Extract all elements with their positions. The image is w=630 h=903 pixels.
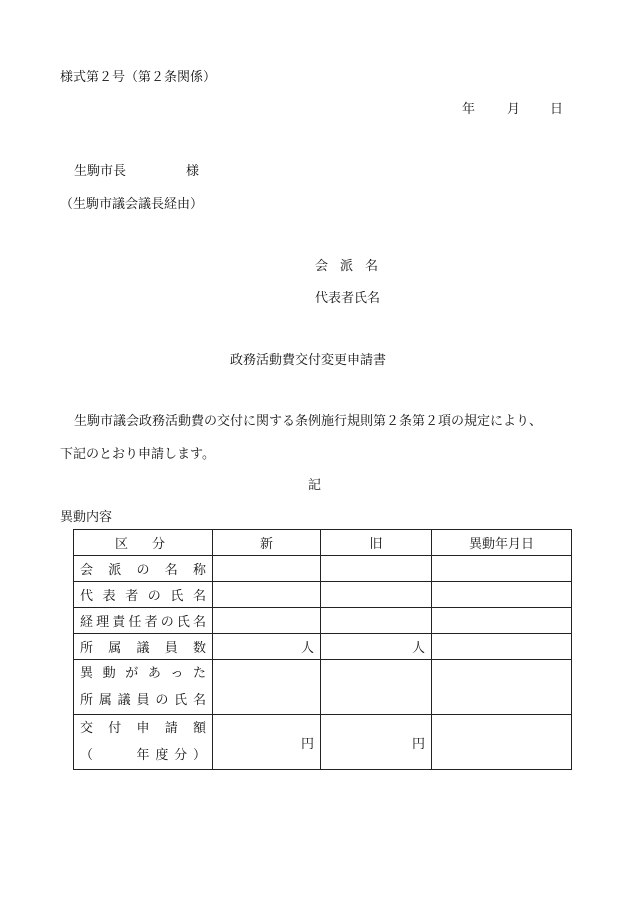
table-row [74, 608, 572, 634]
header-category: 区分 [74, 530, 213, 556]
table-row [74, 582, 572, 608]
header-old: 旧 [321, 530, 432, 556]
table-row [74, 660, 572, 715]
date-year: 年 [462, 102, 476, 117]
row-label-group-name: 会派の名称 [74, 556, 213, 582]
addressee-honorific: 様 [186, 164, 200, 179]
cell-new[interactable] [213, 582, 321, 608]
cell-date[interactable] [432, 556, 572, 582]
ki-heading: 記 [308, 478, 322, 493]
row-label-changed-line-2: 所属議員の氏名 [80, 693, 206, 708]
body-text-line-2: 下記のとおり申請します。 [60, 447, 215, 462]
row-label-changed-line-1: 異動があった [80, 666, 206, 681]
cell-date[interactable] [432, 582, 572, 608]
row-label-treasurer: 経理責任者の氏名 [74, 608, 213, 634]
cell-date[interactable] [432, 634, 572, 660]
date-month: 月 [507, 102, 521, 117]
table-row [74, 634, 572, 660]
row-label-members-count: 所属議員数 [74, 634, 213, 660]
row-label-changed-members [74, 660, 213, 715]
addressee-title: 生駒市長 [74, 164, 127, 179]
table-header-row [74, 530, 572, 556]
cell-new-person-unit[interactable]: 人 [213, 634, 321, 660]
row-label-grant-amount [74, 715, 213, 770]
cell-new[interactable] [213, 660, 321, 715]
body-text-line-1: 生駒市議会政務活動費の交付に関する条例施行規則第２条第２項の規定により、 [74, 414, 543, 429]
cell-date[interactable] [432, 608, 572, 634]
row-label-representative: 代表者の氏名 [74, 582, 213, 608]
cell-old-person-unit[interactable]: 人 [321, 634, 432, 660]
cell-old[interactable] [321, 556, 432, 582]
group-name-label: 会派名 [315, 259, 391, 274]
cell-old[interactable] [321, 582, 432, 608]
cell-new-yen-unit[interactable]: 円 [213, 715, 321, 770]
cell-new[interactable] [213, 608, 321, 634]
cell-new[interactable] [213, 556, 321, 582]
document-title: 政務活動費交付変更申請書 [230, 353, 387, 368]
cell-old-yen-unit[interactable]: 円 [321, 715, 432, 770]
header-change-date: 異動年月日 [432, 530, 572, 556]
change-details-table [73, 529, 572, 770]
cell-date[interactable] [432, 715, 572, 770]
cell-date[interactable] [432, 660, 572, 715]
header-new: 新 [213, 530, 321, 556]
row-label-grant-line-1: 交付申請額 [80, 721, 206, 736]
date-day: 日 [550, 102, 564, 117]
table-row [74, 556, 572, 582]
table-row [74, 715, 572, 770]
form-number: 様式第２号（第２条関係） [60, 70, 217, 85]
cell-old[interactable] [321, 608, 432, 634]
addressee-via: （生駒市議会議長経由） [60, 197, 204, 212]
cell-old[interactable] [321, 660, 432, 715]
row-label-grant-line-2: （ 年度分） [80, 748, 206, 763]
representative-name-label: 代表者氏名 [315, 291, 381, 306]
section-label: 異動内容 [60, 510, 113, 525]
